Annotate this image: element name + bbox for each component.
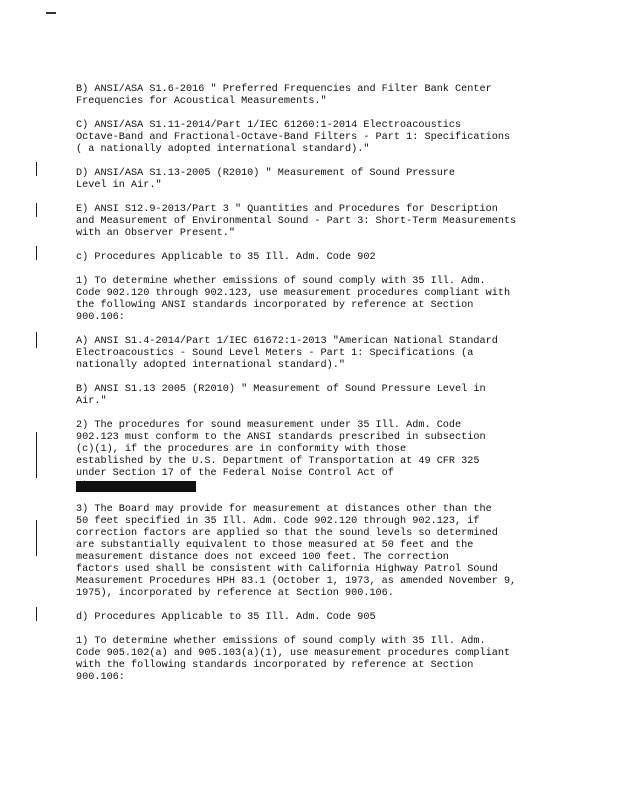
text-line: and Measurement of Environmental Sound - Part 3: Short-Term Measurements: [76, 216, 517, 227]
text-line: C) ANSI/ASA S1.11-2014/Part 1/IEC 61260:1-2014 Electroacoustics: [76, 120, 462, 131]
text-line: 1) To determine whether emissions of sound comply with 35 Ill. Adm.: [76, 636, 486, 647]
text-line: c) Procedures Applicable to 35 Ill. Adm. Code 902: [76, 252, 376, 263]
text-line: the following ANSI standards incorporated by reference at Section: [76, 300, 474, 311]
text-line: Frequencies for Acoustical Measurements.": [76, 96, 327, 107]
text-line: Level in Air.": [76, 180, 162, 191]
text-line: Electroacoustics - Sound Level Meters - Part 1: Specifications (a: [76, 348, 474, 359]
text-line: established by the U.S. Department of Transportation at 49 CFR 325: [76, 456, 480, 467]
text-line: (c)(1), if the procedures are in conformity with those: [76, 444, 407, 455]
text-line: D) ANSI/ASA S1.13-2005 (R2010) " Measurement of Sound Pressure: [76, 168, 456, 179]
paragraph-e-ansi-s12-9: [76, 204, 536, 240]
text-line: with an Observer Present.": [76, 228, 235, 239]
paragraph-d-ansi-s1-13: [76, 168, 536, 192]
change-bar: [36, 432, 37, 478]
text-line: A) ANSI S1.4-2014/Part 1/IEC 61672:1-2013 "American National Standard: [76, 336, 498, 347]
text-line: 50 feet specified in 35 Ill. Adm. Code 902.120 through 902.123, if: [76, 516, 480, 527]
paragraph-d1: [76, 636, 536, 684]
text-line: with the following standards incorporated by reference at Section: [76, 660, 474, 671]
change-bar: [36, 332, 37, 348]
text-line: 902.123 must conform to the ANSI standards prescribed in subsection: [76, 432, 486, 443]
change-bar: [36, 203, 37, 217]
subsection-c-heading: [76, 252, 536, 264]
text-line: 1) To determine whether emissions of sound comply with 35 Ill. Adm.: [76, 276, 486, 287]
text-line: factors used shall be consistent with California Highway Patrol Sound: [76, 564, 498, 575]
text-line: under Section 17 of the Federal Noise Control Act of: [76, 468, 394, 479]
redaction-block: [76, 481, 196, 492]
text-line: B) ANSI/ASA S1.6-2016 " Preferred Frequencies and Filter Bank Center: [76, 84, 492, 95]
subsection-d-heading: [76, 612, 536, 624]
paragraph-c-ansi-s1-11: [76, 120, 536, 156]
text-line: Air.": [76, 396, 107, 407]
text-line: B) ANSI S1.13 2005 (R2010) " Measurement of Sound Pressure Level in: [76, 384, 486, 395]
text-line: 2) The procedures for sound measurement under 35 Ill. Adm. Code: [76, 420, 462, 431]
paragraph-c3: [76, 504, 536, 600]
text-line: are substantially equivalent to those measured at 50 feet and the: [76, 540, 474, 551]
text-line: Octave-Band and Fractional-Octave-Band Filters - Part 1: Specifications: [76, 132, 511, 143]
scan-artifact-mark: [46, 12, 56, 14]
change-bar: [36, 520, 37, 556]
text-line: nationally adopted international standard).": [76, 360, 345, 371]
text-line: 900.106:: [76, 672, 125, 683]
paragraph-a-ansi-s1-4: [76, 336, 536, 372]
text-line: E) ANSI S12.9-2013/Part 3 " Quantities and Procedures for Description: [76, 204, 498, 215]
text-line: measurement distance does not exceed 100 feet. The correction: [76, 552, 449, 563]
text-line: Code 902.120 through 902.123, use measurement procedures compliant with: [76, 288, 511, 299]
paragraph-c1: [76, 276, 536, 324]
text-line: correction factors are applied so that the sound levels so determined: [76, 528, 498, 539]
text-line: d) Procedures Applicable to 35 Ill. Adm. Code 905: [76, 612, 376, 623]
text-line: ( a nationally adopted international standard).": [76, 144, 370, 155]
change-bar: [36, 246, 37, 260]
text-line: Measurement Procedures HPH 83.1 (October 1, 1973, as amended November 9,: [76, 576, 517, 587]
text-line: Code 905.102(a) and 905.103(a)(1), use measurement procedures compliant: [76, 648, 511, 659]
change-bar: [36, 162, 37, 176]
text-line: 900.106:: [76, 312, 125, 323]
text-line: 3) The Board may provide for measurement at distances other than the: [76, 504, 492, 515]
change-bar: [36, 607, 37, 621]
text-line: 1975), incorporated by reference at Section 900.106.: [76, 588, 394, 599]
paragraph-b-ansi-s1-6: [76, 84, 536, 108]
paragraph-b-ansi-s1-13: [76, 384, 536, 408]
